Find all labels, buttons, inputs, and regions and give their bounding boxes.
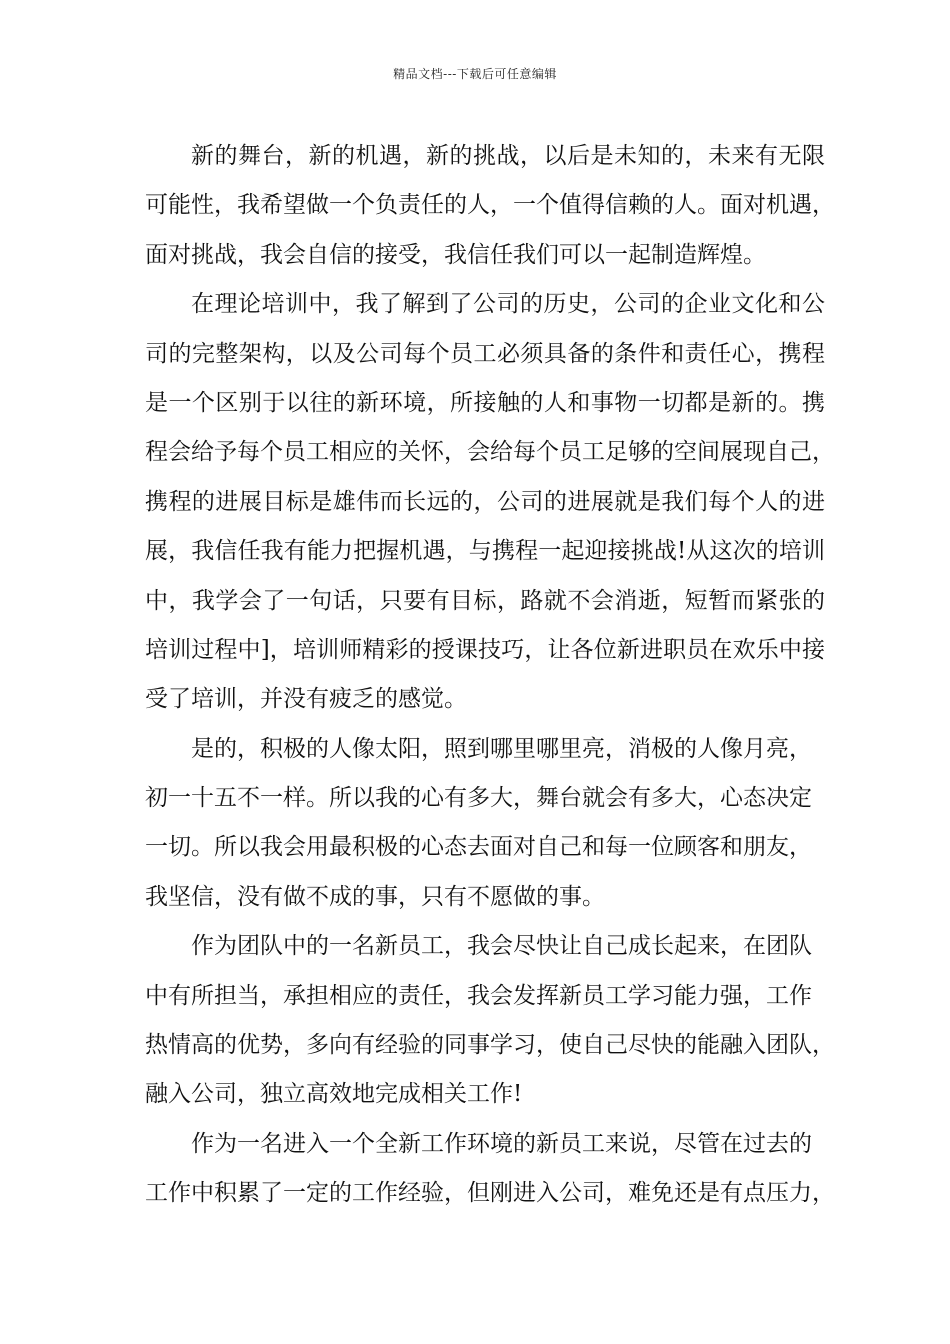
text-line: 可能性，我希望做一个负责任的人，一个值得信赖的人。面对机遇，	[145, 192, 835, 219]
text-line: 中有所担当，承担相应的责任，我会发挥新员工学习能力强，工作	[145, 982, 812, 1009]
page-header: 精品文档---下载后可任意编辑	[393, 67, 557, 81]
paragraph	[145, 922, 835, 1120]
text-line: 面对挑战，我会自信的接受，我信任我们可以一起制造辉煌。	[145, 241, 766, 268]
text-line: 司的完整架构，以及公司每个员工必须具备的条件和责任心，携程	[145, 340, 825, 367]
paragraph	[145, 280, 835, 725]
text-line: 热情高的优势，多向有经验的同事学习，使自己尽快的能融入团队，	[145, 1032, 835, 1059]
text-line: 展，我信任我有能力把握机遇，与携程一起迎接挑战!从这次的培训	[145, 538, 825, 565]
text-line: 中，我学会了一句话，只要有目标，路就不会消逝，短暂而紧张的	[145, 587, 825, 614]
paragraph	[145, 1120, 835, 1219]
text-line: 携程的进展目标是雄伟而长远的，公司的进展就是我们每个人的进	[145, 488, 825, 515]
text-line: 新的舞台，新的机遇，新的挑战，以后是未知的，未来有无限	[191, 143, 825, 169]
text-line: 程会给予每个员工相应的关怀，会给每个员工足够的空间展现自己，	[145, 439, 835, 466]
text-line: 是一个区别于以往的新环境，所接触的人和事物一切都是新的。携	[145, 389, 825, 416]
document-body	[145, 132, 835, 1219]
text-line: 一切。所以我会用最积极的心态去面对自己和每一位顾客和朋友，	[145, 834, 812, 861]
text-line: 融入公司，独立高效地完成相关工作!	[145, 1081, 523, 1108]
text-line: 受了培训，并没有疲乏的感觉。	[145, 686, 467, 713]
text-line: 我坚信，没有做不成的事，只有不愿做的事。	[145, 883, 605, 910]
text-line: 培训过程中]，培训师精彩的授课技巧，让各位新进职员在欢乐中接	[145, 636, 825, 663]
text-line: 作为团队中的一名新员工，我会尽快让自己成长起来，在团队	[191, 933, 812, 960]
text-line: 在理论培训中，我了解到了公司的历史，公司的企业文化和公	[191, 291, 825, 318]
text-line: 初一十五不一样。所以我的心有多大，舞台就会有多大，心态决定	[145, 785, 812, 812]
text-line: 工作中积累了一定的工作经验，但刚进入公司，难免还是有点压力，	[145, 1180, 835, 1207]
paragraph	[145, 725, 825, 923]
text-line: 作为一名进入一个全新工作环境的新员工来说，尽管在过去的	[191, 1130, 812, 1157]
paragraph	[145, 132, 835, 280]
text-line: 是的，积极的人像太阳，照到哪里哪里亮，消极的人像月亮，	[191, 735, 812, 762]
